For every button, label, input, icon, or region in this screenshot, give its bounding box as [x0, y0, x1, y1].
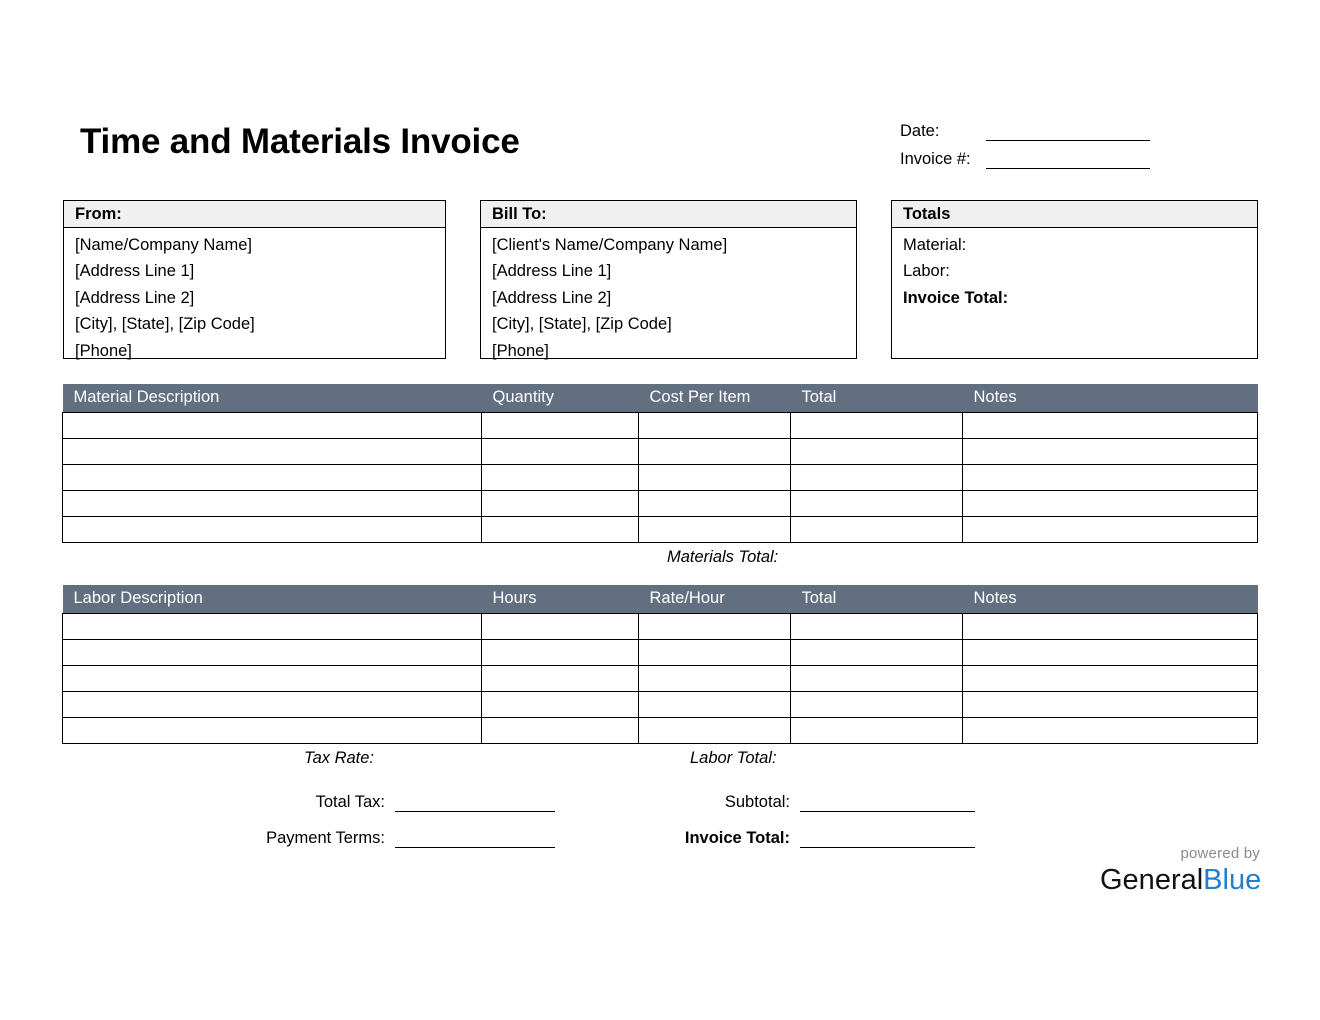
materials-cell-quantity[interactable]	[482, 491, 639, 517]
subtotal-label: Subtotal:	[724, 793, 790, 811]
payment-terms-label: Payment Terms:	[266, 829, 385, 847]
labor-cell-description[interactable]	[63, 640, 482, 666]
brand-name-second: Blue	[1203, 864, 1262, 896]
labor-col-total: Total	[791, 585, 963, 614]
bill-to-box-body	[481, 228, 856, 370]
subtotal-field	[610, 788, 975, 812]
materials-cell-notes[interactable]	[963, 517, 1258, 543]
bill-to-line-address1[interactable]: [Address Line 1]	[492, 262, 612, 281]
table-row	[63, 692, 1258, 718]
materials-cell-notes[interactable]	[963, 439, 1258, 465]
from-line-phone[interactable]: [Phone]	[75, 341, 132, 360]
labor-cell-rate[interactable]	[639, 692, 791, 718]
subtotal-input[interactable]	[800, 791, 975, 812]
labor-cell-rate[interactable]	[639, 718, 791, 744]
totals-material-label: Material:	[903, 236, 967, 254]
totals-box-heading: Totals	[892, 201, 1257, 228]
payment-terms-input[interactable]	[395, 827, 555, 848]
materials-cell-total[interactable]	[791, 413, 963, 439]
labor-col-rate: Rate/Hour	[639, 585, 791, 614]
table-row	[63, 413, 1258, 439]
labor-cell-hours[interactable]	[482, 640, 639, 666]
generalblue-logo	[1100, 845, 1260, 897]
total-tax-label: Total Tax:	[315, 793, 385, 811]
labor-col-hours: Hours	[482, 585, 639, 614]
bill-to-line-city-state-zip[interactable]: [City], [State], [Zip Code]	[492, 315, 672, 334]
from-line-city-state-zip[interactable]: [City], [State], [Zip Code]	[75, 315, 255, 334]
total-tax-field	[225, 788, 555, 812]
table-row	[63, 666, 1258, 692]
labor-cell-notes[interactable]	[963, 666, 1258, 692]
labor-cell-notes[interactable]	[963, 640, 1258, 666]
materials-cell-description[interactable]	[63, 413, 482, 439]
bill-to-line-phone[interactable]: [Phone]	[492, 341, 549, 360]
materials-cell-total[interactable]	[791, 517, 963, 543]
materials-table	[62, 384, 1258, 543]
labor-table-head	[63, 585, 1258, 614]
labor-cell-notes[interactable]	[963, 692, 1258, 718]
labor-table	[62, 585, 1258, 744]
labor-cell-hours[interactable]	[482, 718, 639, 744]
totals-labor-label: Labor:	[903, 262, 950, 281]
labor-cell-rate[interactable]	[639, 640, 791, 666]
invoice-number-input[interactable]	[986, 149, 1150, 169]
table-row	[63, 465, 1258, 491]
totals-box	[891, 200, 1258, 359]
tax-rate-label: Tax Rate:	[304, 749, 375, 767]
invoice-total-input[interactable]	[800, 827, 975, 848]
labor-header-row	[63, 585, 1258, 614]
powered-by-label: powered by	[1180, 845, 1260, 862]
labor-cell-description[interactable]	[63, 718, 482, 744]
payment-terms-field	[225, 824, 555, 848]
materials-col-notes: Notes	[963, 384, 1258, 413]
materials-cell-quantity[interactable]	[482, 465, 639, 491]
labor-cell-description[interactable]	[63, 614, 482, 640]
date-row	[900, 121, 1220, 149]
from-line-address1[interactable]: [Address Line 1]	[75, 262, 195, 281]
materials-cell-cost[interactable]	[639, 465, 791, 491]
invoice-total-field	[610, 824, 975, 848]
from-line-name[interactable]: [Name/Company Name]	[75, 236, 252, 254]
materials-cell-description[interactable]	[63, 439, 482, 465]
labor-cell-notes[interactable]	[963, 718, 1258, 744]
table-row	[63, 614, 1258, 640]
materials-cell-quantity[interactable]	[482, 517, 639, 543]
labor-cell-hours[interactable]	[482, 666, 639, 692]
materials-cell-quantity[interactable]	[482, 413, 639, 439]
labor-cell-total[interactable]	[791, 666, 963, 692]
brand-name	[1100, 863, 1260, 897]
from-box-heading: From:	[64, 201, 445, 228]
materials-cell-notes[interactable]	[963, 413, 1258, 439]
materials-table-head	[63, 384, 1258, 413]
labor-table-body	[63, 614, 1258, 744]
labor-cell-hours[interactable]	[482, 614, 639, 640]
invoice-number-row	[900, 149, 1220, 177]
materials-col-total: Total	[791, 384, 963, 413]
labor-cell-total[interactable]	[791, 640, 963, 666]
materials-col-cost: Cost Per Item	[639, 384, 791, 413]
materials-cell-notes[interactable]	[963, 465, 1258, 491]
bill-to-box	[480, 200, 857, 359]
bill-to-line-address2[interactable]: [Address Line 2]	[492, 288, 612, 307]
date-label: Date:	[900, 122, 940, 140]
invoice-number-label: Invoice #:	[900, 150, 971, 168]
labor-col-description: Labor Description	[63, 585, 482, 614]
labor-cell-rate[interactable]	[639, 666, 791, 692]
materials-cell-total[interactable]	[791, 465, 963, 491]
materials-total-label: Materials Total:	[667, 548, 779, 566]
labor-total-label: Labor Total:	[690, 749, 777, 767]
table-row	[63, 491, 1258, 517]
total-tax-input[interactable]	[395, 791, 555, 812]
from-line-address2[interactable]: [Address Line 2]	[75, 288, 195, 307]
materials-cell-total[interactable]	[791, 491, 963, 517]
brand-name-first: General	[1100, 864, 1204, 896]
materials-cell-quantity[interactable]	[482, 439, 639, 465]
materials-cell-total[interactable]	[791, 439, 963, 465]
labor-cell-total[interactable]	[791, 614, 963, 640]
materials-cell-cost[interactable]	[639, 413, 791, 439]
labor-cell-hours[interactable]	[482, 692, 639, 718]
materials-cell-notes[interactable]	[963, 491, 1258, 517]
labor-col-notes: Notes	[963, 585, 1258, 614]
materials-cell-description[interactable]	[63, 491, 482, 517]
labor-cell-description[interactable]	[63, 692, 482, 718]
labor-cell-notes[interactable]	[963, 614, 1258, 640]
labor-cell-total[interactable]	[791, 692, 963, 718]
materials-header-row	[63, 384, 1258, 413]
materials-cell-description[interactable]	[63, 465, 482, 491]
from-box-body	[64, 228, 445, 370]
bill-to-line-name[interactable]: [Client's Name/Company Name]	[492, 236, 728, 254]
invoice-meta	[900, 121, 1220, 177]
from-box	[63, 200, 446, 359]
materials-cell-cost[interactable]	[639, 517, 791, 543]
totals-box-body	[892, 228, 1257, 317]
date-input[interactable]	[986, 121, 1150, 141]
totals-invoice-total-label: Invoice Total:	[903, 288, 1009, 307]
page-title: Time and Materials Invoice	[80, 122, 520, 161]
table-row	[63, 439, 1258, 465]
materials-cell-description[interactable]	[63, 517, 482, 543]
table-row	[63, 640, 1258, 666]
materials-col-description: Material Description	[63, 384, 482, 413]
table-row	[63, 718, 1258, 744]
materials-col-quantity: Quantity	[482, 384, 639, 413]
bill-to-box-heading: Bill To:	[481, 201, 856, 228]
labor-cell-total[interactable]	[791, 718, 963, 744]
invoice-total-label: Invoice Total:	[684, 829, 790, 847]
table-row	[63, 517, 1258, 543]
materials-cell-cost[interactable]	[639, 439, 791, 465]
labor-cell-rate[interactable]	[639, 614, 791, 640]
materials-cell-cost[interactable]	[639, 491, 791, 517]
labor-cell-description[interactable]	[63, 666, 482, 692]
materials-table-body	[63, 413, 1258, 543]
